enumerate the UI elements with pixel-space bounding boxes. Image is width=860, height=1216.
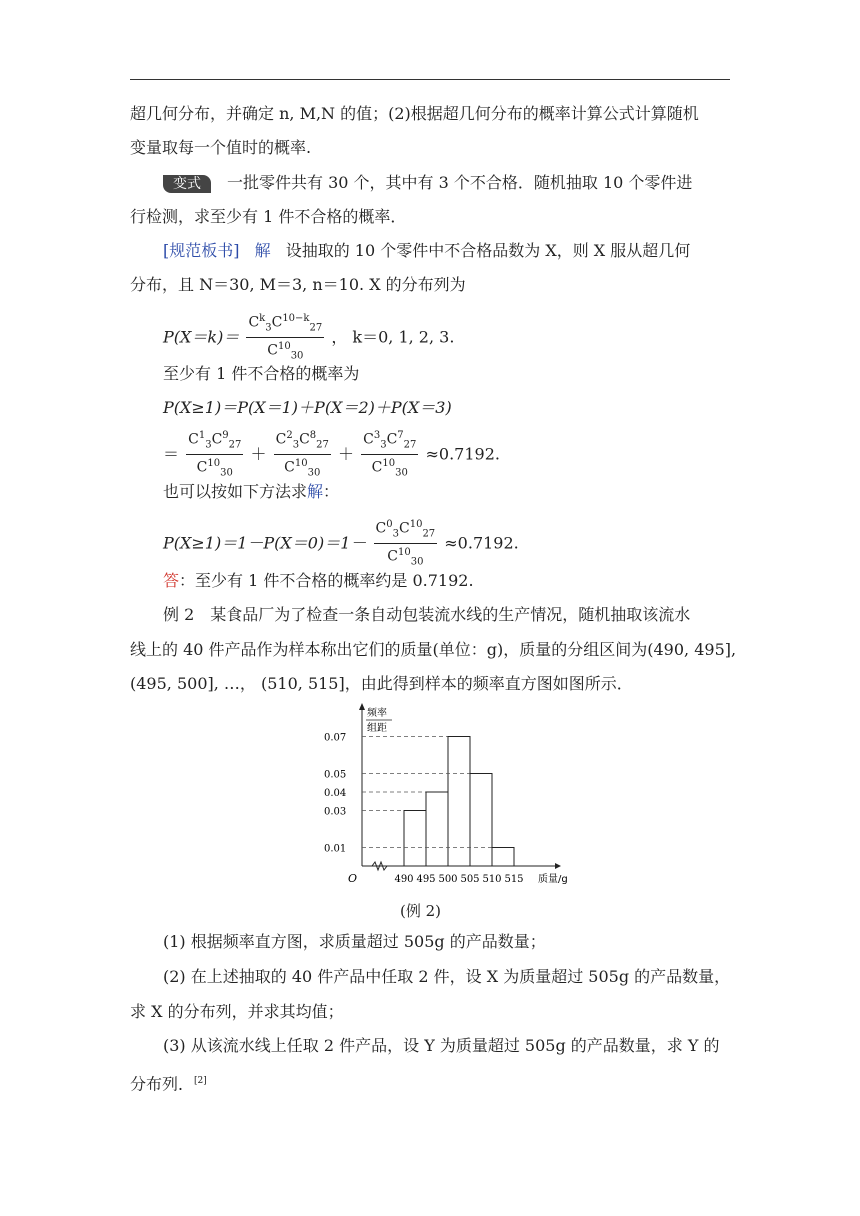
formula-lhs: P(X＝k)＝ bbox=[163, 327, 240, 347]
question-2-line-2: 求 X 的分布列，并求其均值； bbox=[130, 1002, 344, 1021]
y-tick-label: 0.07 bbox=[324, 732, 347, 744]
histogram-bar-490-495 bbox=[404, 811, 426, 867]
fraction: $\frac{C^2_3C^8_{27}}{C^{10}_{30}}$ bbox=[274, 427, 331, 483]
paragraph-line: 变量取每一个值时的概率. bbox=[130, 138, 312, 157]
answer-text: ：至少有 1 件不合格的概率约是 0.7192. bbox=[179, 571, 474, 590]
histogram-bar-495-500 bbox=[426, 792, 448, 866]
example2-line-3: (495, 500], …， (510, 515]，由此得到样本的频率直方图如图所示． bbox=[130, 674, 633, 693]
solution-label: [规范板书] bbox=[163, 241, 240, 260]
y-tick-label: 0.01 bbox=[324, 843, 347, 855]
solution-text: 设抽取的 10 个零件中不合格品数为 X，则 X 服从超几何 bbox=[285, 241, 691, 260]
fraction: $\frac{C^k_3C^{10-k}_{27}}{C^{10}_{30}}$ bbox=[246, 310, 324, 366]
x-axis-label: 质量/g bbox=[538, 874, 568, 885]
variant-text: 一批零件共有 30 个，其中有 3 个不合格．随机抽取 10 个零件进 bbox=[227, 173, 693, 192]
y-tick-label: 0.04 bbox=[324, 788, 347, 799]
example2-line-1: 例 2 某食品厂为了检查一条自动包装流水线的生产情况，随机抽取该流水 bbox=[163, 605, 691, 624]
complement-formula: P(X≥1)＝1－P(X＝0)＝1－ $\frac{C^0_3C^{10}_{27}}{C^{10}_{30}}$ ≈0.7192. bbox=[163, 516, 519, 572]
example2-line-2: 线上的 40 件产品作为样本称出它们的质量(单位：g)，质量的分组区间为(490, 495], bbox=[130, 640, 737, 659]
histogram-chart bbox=[320, 700, 620, 890]
header-rule bbox=[130, 79, 730, 80]
solution-jie: 解 bbox=[254, 241, 271, 260]
answer-line bbox=[163, 571, 474, 591]
y-tick-label: 0.05 bbox=[324, 769, 347, 781]
x-tick-label: 500 bbox=[438, 874, 458, 885]
question-1: (1) 根据频率直方图，求质量超过 505g 的产品数量； bbox=[163, 932, 546, 951]
x-axis-arrow bbox=[555, 863, 561, 869]
variant-line-1 bbox=[163, 173, 692, 193]
y-label-bottom: 组距 bbox=[367, 723, 387, 734]
figure-caption: (例 2) bbox=[400, 902, 442, 920]
question-2-line-1: (2) 在上述抽取的 40 件产品中任取 2 件，设 X 为质量超过 505g 的产品数量， bbox=[163, 967, 731, 986]
x-tick-label: 510 bbox=[482, 874, 502, 885]
histogram-bar-505-510 bbox=[470, 774, 492, 867]
x-tick-label: 495 bbox=[416, 874, 436, 885]
reference-mark: [2] bbox=[194, 1076, 207, 1086]
origin-label: O bbox=[348, 872, 358, 885]
sum-formula: ＝ $\frac{C^1_3C^9_{27}}{C^{10}_{30}}$ ＋ $\frac{C^2_3C^8_{27}}{C^{10}_{30}}$ ＋ $\frac{C^3_3C^7_{27}}{C^{10}_{30}}$ ≈0.7192. bbox=[163, 427, 500, 483]
solution-line-6: 也可以按如下方法求解： bbox=[163, 482, 340, 501]
solution-line-4: P(X≥1)＝P(X＝1)＋P(X＝2)＋P(X＝3) bbox=[163, 398, 452, 417]
histogram-bar-500-505 bbox=[448, 737, 470, 867]
x-tick-label: 515 bbox=[504, 874, 524, 885]
answer-label: 答 bbox=[163, 571, 180, 590]
distribution-formula bbox=[163, 310, 454, 366]
variant-tag: 变式 bbox=[163, 175, 211, 193]
histogram-bar-510-515 bbox=[492, 848, 514, 867]
x-tick-label: 490 bbox=[394, 874, 414, 885]
y-axis-arrow bbox=[359, 703, 365, 710]
y-label-top: 频率 bbox=[367, 708, 387, 719]
solution-line-2: 分布，且 N＝30, M＝3, n＝10. X 的分布列为 bbox=[130, 275, 466, 294]
formula-tail: ， k＝0, 1, 2, 3. bbox=[331, 327, 455, 347]
x-tick-label: 505 bbox=[460, 874, 480, 885]
solution-line-1 bbox=[163, 241, 690, 261]
paragraph-line: 超几何分布，并确定 n, M,N 的值；(2)根据超几何分布的概率计算公式计算随机 bbox=[130, 104, 699, 123]
question-3-line-1: (3) 从该流水线上任取 2 件产品，设 Y 为质量超过 505g 的产品数量，求 Y 的 bbox=[163, 1036, 720, 1055]
solution-line-3: 至少有 1 件不合格的概率为 bbox=[163, 364, 360, 383]
fraction: $\frac{C^0_3C^{10}_{27}}{C^{10}_{30}}$ bbox=[374, 516, 438, 572]
fraction: $\frac{C^3_3C^7_{27}}{C^{10}_{30}}$ bbox=[361, 427, 418, 483]
sum-result: ≈0.7192. bbox=[425, 444, 500, 464]
y-tick-label: 0.03 bbox=[324, 806, 347, 818]
question-3-line-2: 分布列．[2] bbox=[130, 1074, 207, 1094]
variant-line-2: 行检测，求至少有 1 件不合格的概率． bbox=[130, 207, 407, 226]
fraction: $\frac{C^1_3C^9_{27}}{C^{10}_{30}}$ bbox=[186, 427, 243, 483]
